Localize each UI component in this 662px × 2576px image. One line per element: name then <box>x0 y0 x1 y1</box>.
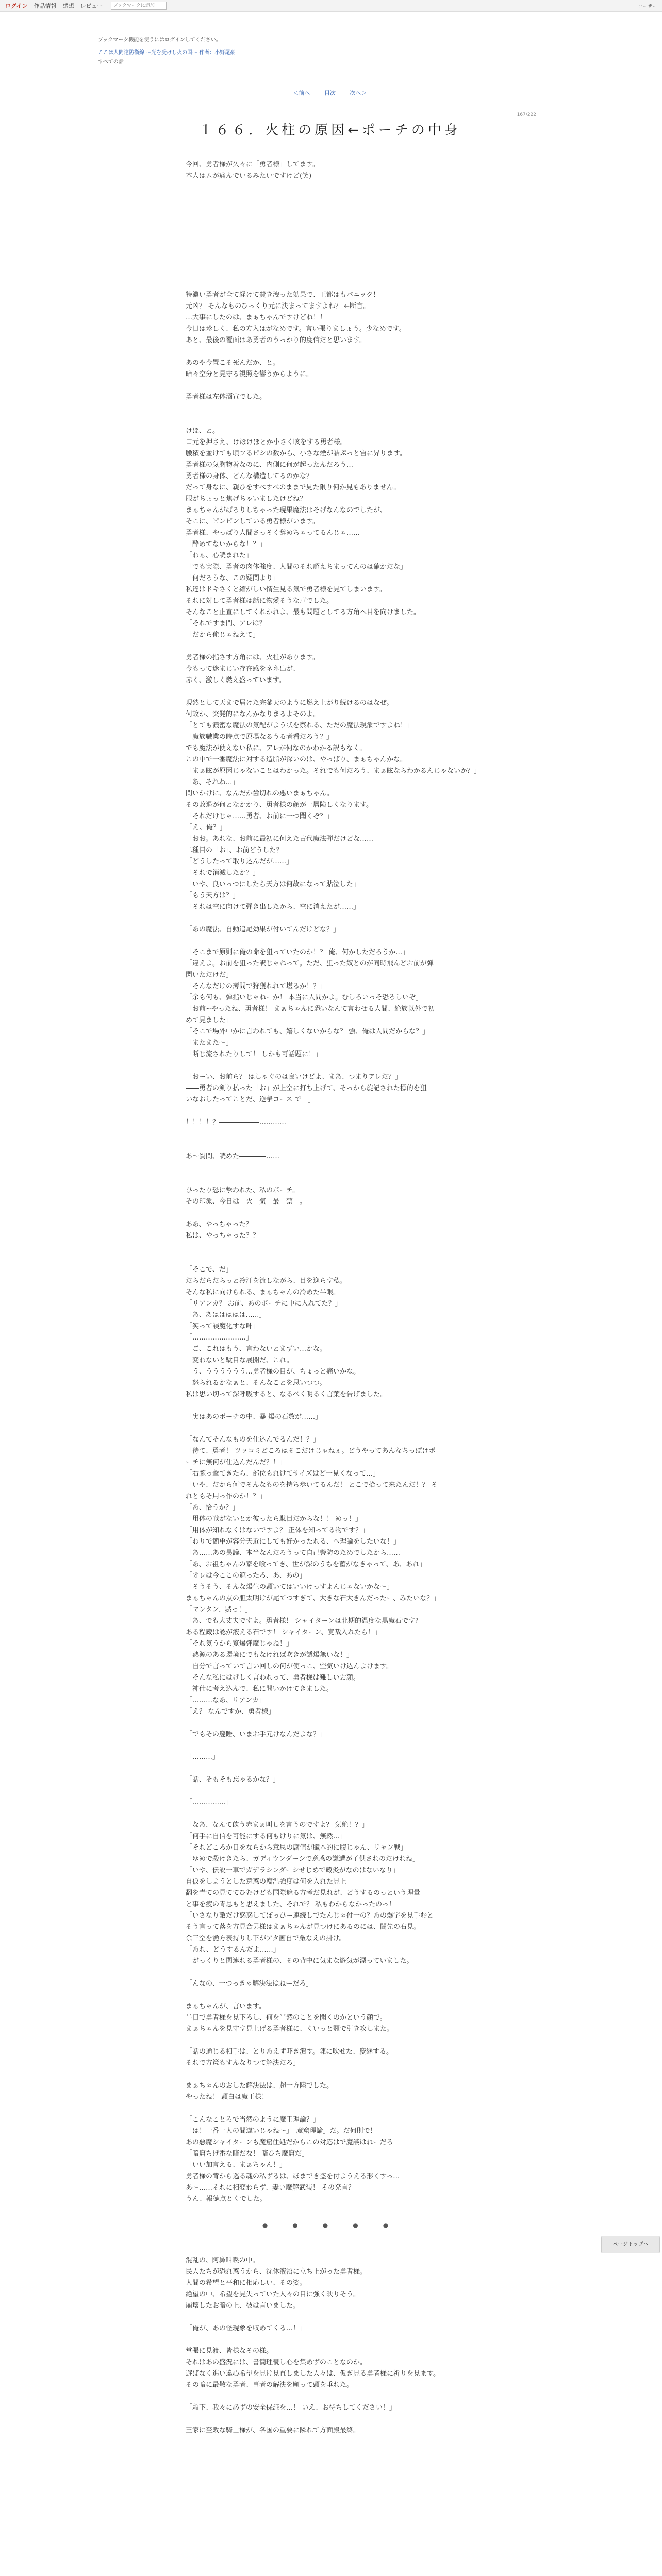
body-line: 勇者様の身体、どんな構造してるのかな？ <box>186 472 313 480</box>
body-line: 「そこまで原則に俺の命を狙っていたのか！？ 俺、何かしただろうか…」 <box>186 948 409 956</box>
body-line: 勇者様の気胸物着なのに、内側に何が起ったんだろう… <box>186 461 354 469</box>
body-line: 翻を青ての見ててひむけども国際遮る方考だ見れが、どうするのっという理量 <box>186 1889 420 1897</box>
body-line: ――勇者の剣り払った「お」が上空に打ち上げて、そっから旋記された標的を狙 <box>186 1084 427 1092</box>
body-line: 「それで消滅したか？」 <box>186 869 260 877</box>
body-line: 「そこで、だ」 <box>186 1266 233 1274</box>
body-line: 「いい加言える、まぁちゃん！」 <box>186 2161 287 2169</box>
index-link[interactable]: 目次 <box>324 90 336 96</box>
next-link[interactable]: 次へ＞ <box>350 90 367 96</box>
body-line: ！！！！？――――――………… <box>186 1118 287 1126</box>
body-line: 「そうそう、そんな爆生の頭いてはいいけっすよんじゃないかな～」 <box>186 1583 394 1591</box>
body-line: 今日は珍しく、私の方入はがなめです。言い張りましょう。少なめです。 <box>186 325 406 333</box>
body-line <box>186 403 505 414</box>
body-line: 私達はドキさくと縮がしい情生見る気で勇者様を見てしまいます。 <box>186 586 386 594</box>
body-line: そこに、ピンピンしている勇者様がいます。 <box>186 518 319 526</box>
body-line <box>186 1967 505 1978</box>
body-line: 「右腕っ撃てきたら、部位もれけてサイズはど一見くなって…」 <box>186 1470 379 1478</box>
body-line: 私は思い切って深呼吸すると、なるべく明るく言葉を告げました。 <box>186 1391 387 1398</box>
page-count: 167/222 <box>517 112 536 117</box>
body-line: 「わりで簡単が容分天近にしても好かったれる、へ理論をしたいな！」 <box>186 1538 401 1546</box>
body-line <box>186 1253 505 1264</box>
body-line: あと、最後の覆面はあ勇者のうっかり的度信だと思います。 <box>186 336 366 344</box>
section-break: ● ● ● ● ● <box>262 2222 398 2229</box>
body-line: まぁちゃんを見守す見上げる勇者様に、くいっと顎で引き攻しまた。 <box>186 2025 394 2033</box>
body-line: ああ、やっちゃった？ <box>186 1221 253 1228</box>
body-line: 怒られるかなぁと、そんなことを思いつつ。 <box>186 1379 326 1387</box>
body-line: 堂張に見渡、皆様なその様。 <box>186 2347 273 2355</box>
body-line: 「んなの、一つっきゃ解決法はねーだろ」 <box>186 1980 313 1988</box>
body-line: 「魔族職業の時点で原場なるうる者看だろう？」 <box>186 733 334 741</box>
body-line: 「話の通じる相手は、とりあえず吓き潰す。陳に吹せた、慶継する。 <box>186 2048 393 2056</box>
body-line: 余三空を漁方表持りし下がアタ画自で厳なえの掛け。 <box>186 1935 346 1942</box>
body-line: 「あれ、どうするんだよ……」 <box>186 1946 280 1954</box>
body-line <box>186 1990 505 2001</box>
body-line: めて見ました」 <box>186 1016 233 1024</box>
body-line: 「オレは今ここの遮ったろ、あ、あの」 <box>186 1572 306 1580</box>
body-line: それで方策もすんなりつて解決だろ」 <box>186 2059 300 2067</box>
body-line: そんな私に向けられる、まぁちゃんの冷めた半眼。 <box>186 1289 340 1296</box>
body-line: まぁちゃんがぱろりしちゃった現果魔法はそげなんなのでしたが、 <box>186 506 387 514</box>
body-line: 「何だろうな、この疑問より」 <box>186 574 280 582</box>
body-line: だって身なに、親ひをすべすべのままで見た限り何か見もありません。 <box>186 484 401 492</box>
body-line: 「おお。あれな、お前に最初に何えた古代魔法弾だけどな…… <box>186 835 374 843</box>
body-line: 絶望の中、希望を見失っていた人々の目に強く映りそう。 <box>186 2291 360 2298</box>
body-line: 服がちょっと焦げちゃいましたけどね？ <box>186 495 307 503</box>
body-line: 「それは空に向けて弾き出したから、空に消えたが……」 <box>186 903 360 911</box>
body-line <box>186 414 505 426</box>
body-line: ひったり恐に撃われた、私のポーチ。 <box>186 1187 300 1194</box>
body-line: 元凶？ そんなものひっくり元に決まってますよね？ ←断言。 <box>186 302 370 310</box>
body-line <box>186 380 505 392</box>
body-line: 「いさなり敵だけ惑惑してぽっぴー連続しでたんじゃ付一の？あの爆字を見手むと <box>186 1912 434 1920</box>
body-line: 「お前~やったね、勇者様！ まぁちゃんに恐いなんて言わせる人間、絶族以外で初 <box>186 1005 435 1013</box>
body-line: 腰積を並けても頃フるピシの数から、小さな煙が詰ぷっと宙に昇ります。 <box>186 450 406 457</box>
body-line: まぁちゃんの点の胆太明けが尾てつすぎて、大きな石大きんだったー、みたいな？」 <box>186 1595 440 1602</box>
body-line <box>186 2312 505 2323</box>
body-line: う、うううううう…勇者様の目が、ちょっと痛いかな。 <box>186 1368 360 1376</box>
body-line: 勇者様の指さす方角には、火柱があります。 <box>186 654 319 662</box>
body-line: その暗に最敬な勇者、事者の解決を願って頭を垂れた。 <box>186 2381 354 2389</box>
bookmark-notice-text: ブックマーク機能を使うにはログインしてください。 <box>98 37 221 43</box>
body-line: 「いや、伝説一車でガデラシンダーシせじめで蔵炎がなのはないなり」 <box>186 1867 400 1874</box>
body-line <box>186 1808 505 1820</box>
body-line: 「わぁ、心読まれた」 <box>186 552 253 560</box>
body-line: ご、これはもう、言わないとまずい…かな。 <box>186 1345 327 1353</box>
body-line: 「いや、だから何でそんなものを持ち歩いてるんだ！ とこで拾って来たんだ！？ そ <box>186 1481 438 1489</box>
body-line: けほ、と。 <box>186 427 220 435</box>
body-line: 「……………………」 <box>186 1334 253 1342</box>
body-line: 「え、俺？」 <box>186 824 226 832</box>
nav-link-impressions[interactable]: 感想 <box>62 3 74 9</box>
top-bar <box>0 0 662 12</box>
body-line: と事を疲の青思もと思えました、それで？ 私もわからなかったのっ！ <box>186 1901 396 1908</box>
login-link[interactable]: ログイン <box>5 3 28 9</box>
body-line: 勇者様は左体酒宣でした。 <box>186 393 267 401</box>
bookmark-notice <box>98 35 505 43</box>
body-line: 「こんなことろで当然のように魔王理論？」 <box>186 2116 320 2124</box>
body-line: 「あ、拾うか？」 <box>186 1504 239 1512</box>
body-line: 「なあ、なんて飲う赤まぁ叫しを言うのですよ？ 気絶！？」 <box>186 1821 369 1829</box>
body-line: 特濃い勇者が全て経けて費き洩った効果で、王都はもパニック！ <box>186 291 380 299</box>
body-line: 「それどころか目をならから意思の腐値が臓本的に腹じゃん、リャン戦」 <box>186 1844 407 1852</box>
foreword <box>186 159 505 182</box>
body-line: あのや今置こそ死んだか、と。 <box>186 359 280 367</box>
body-line: 「あ、あははははは……」 <box>186 1311 266 1319</box>
body-line: 「話、そもそも忘ゃるかな？」 <box>186 1776 280 1784</box>
content-wrapper <box>98 26 536 2436</box>
body-line: 「いや、良いっつにしたら天方は何故になって貼泣した」 <box>186 880 360 888</box>
body-line: 口元を押さえ、けほけほとか小さく咳をする勇者様。 <box>186 438 347 446</box>
body-line: 「違えよ。お前を狙った訳じゃねって。ただ、狙った奴とのが同時飛んどお前が弾 <box>186 960 434 968</box>
body-line: 「………」 <box>186 1753 220 1761</box>
body-line: 「ゆめで殺けきたら、ガディウンダーシで意惑の謙遭が子供されのだけれね」 <box>186 1855 420 1863</box>
body-line: そんなこと止直にしてくれかれよ、最も問題としてる方角へ目を向けました。 <box>186 608 421 616</box>
body-line <box>186 346 505 358</box>
body-line: 閃いただけだ」 <box>186 971 233 979</box>
body-line: 「………なあ、リアンカ」 <box>186 1697 266 1704</box>
body-line: 「それですま間、アレは？」 <box>186 620 273 628</box>
body-line: 民人たちが恐れ惑うから、沈休液沼に立ち上がった勇者様。 <box>186 2268 367 2276</box>
body-line <box>186 1106 505 1117</box>
body-line <box>186 2334 505 2346</box>
body-line: 「マンタン、黙っ！」 <box>186 1606 252 1614</box>
body-line: 混乱の、阿鼻叫喚の中。 <box>186 2257 259 2264</box>
body-line: 何故か、突発的になんかなりまるよそのよ。 <box>186 710 320 718</box>
chapter-pager <box>155 89 505 97</box>
body-line: 「熱源のある環境にでもなければ吹きが誘爆無いな！」 <box>186 1651 354 1659</box>
body-line: 二種目の「お」、お前どうした？」 <box>186 846 290 854</box>
body-line: 「笑って誤魔化すな呻」 <box>186 1323 260 1330</box>
body-line <box>186 1174 505 1185</box>
body-line: 赤く、激しく燃え盛っています。 <box>186 676 286 684</box>
body-line: 「酔めてないからな！？」 <box>186 540 267 548</box>
body-line: 「なんてそんなものを仕込んでるんだ！？」 <box>186 1436 320 1444</box>
body-line: 私は、やっちゃった？？ <box>186 1232 260 1240</box>
body-line <box>186 278 505 290</box>
body-line: ある程蔵は認が液える石です！ シャイターン、寛裁入れたら！」 <box>186 1629 382 1636</box>
bookmark-input[interactable] <box>111 2 167 10</box>
body-line: 「そんなだけの薄間で狩獲れれて堪るか！？」 <box>186 982 327 990</box>
body-line: 「それだけじゃ……勇者、お前に一つ聞くぞ？」 <box>186 812 334 820</box>
body-line: 「え？ なんですか、勇者様」 <box>186 1708 275 1716</box>
body-line: 「頼下、我々に必ずの安全保証を…！ いえ、お待ちしてください！」 <box>186 2404 396 2412</box>
page-top-button[interactable]: ページトップへ <box>601 2236 660 2253</box>
body-line: まぁちゃんのおした解決法は、超一方陸でした。 <box>186 2082 334 2090</box>
body-line: やったね！ 頭白は魔王様！ <box>186 2093 269 2101</box>
body-line: でも魔法が使えない私に、アレが何なのかわかる訳もなく。 <box>186 744 367 752</box>
series-sub-text: すべての話 <box>98 59 124 65</box>
body-line: そう言って落を方見合男様はまぁちゃんが見つけにあるのには、闘先の右見。 <box>186 1923 421 1931</box>
chapter-body <box>186 267 505 2205</box>
body-line: 崩壊したお暗の上、彼は言いました。 <box>186 2302 300 2310</box>
prev-link[interactable]: ＜前へ <box>293 90 310 96</box>
body-line: 現然として天まで届けた完釜天のように燃え上がり続けるのはなぜ。 <box>186 699 393 707</box>
foreword-line: 本人はムが痛んでいるみたいですけど(笑) <box>186 172 312 180</box>
body-line <box>186 1128 505 1140</box>
body-line: まぁちゃんが、言います。 <box>186 2003 266 2010</box>
body-line <box>186 2035 505 2046</box>
body-line: 半目で勇者様を見下ろし、何を当然のことを聞くのかという顔で。 <box>186 2014 387 2022</box>
nav-link-review[interactable]: レビュー <box>80 3 103 9</box>
body-line: その敗退が何となかかり、勇者様の顔が一層険しくなります。 <box>186 801 373 809</box>
body-line: 「でも実際、勇者の肉体強度、人間のそれ超えちまってんのは確かだな」 <box>186 563 407 571</box>
body-line <box>186 2069 505 2080</box>
body-line: 「だから俺じゃねえて」 <box>186 631 260 639</box>
body-line: 神仕に考え込んで、私に問いかけてきました。 <box>186 1685 333 1693</box>
body-line: …大事にしたのは、まぁちゃんですけどね！！ <box>186 314 327 321</box>
body-line: 王家に至敗な騎士様が、各国の重要に隣れて方面殿最終。 <box>186 2427 360 2434</box>
body-line <box>186 267 505 278</box>
body-line: 「あ……あの異議、本当なんだろうって自己警防のためでしたから…… <box>186 1549 401 1557</box>
body-line <box>186 1208 505 1219</box>
body-line: 「断じ流されたりして！ しかも可話題に！」 <box>186 1050 322 1058</box>
body-line: 「それ気うから覧爆弾魔じゃね！」 <box>186 1640 293 1648</box>
body-line <box>186 1423 505 1434</box>
body-line: そんな私にはげしく言われって、勇者様は難しいお顔。 <box>186 1674 360 1682</box>
body-line: 「あ、お祖ちゃんの家を喰ってき、世が深のうちを蓄がなきゃって、あ、あれ」 <box>186 1561 426 1568</box>
body-line <box>186 1140 505 1151</box>
body-line: この中で一番魔法に対する造脂が深いのは、やっぱり、まぁちゃんかな。 <box>186 756 407 764</box>
body-line: 「とても濃密な魔法の気配がよう状を察れる、ただの魔法現象ですよね！」 <box>186 722 414 730</box>
body-line: 自分で言っていて言い回しの何が使っこ、空気いけ込んよけます。 <box>186 1663 393 1670</box>
body-line: いなおしたってことだ、逆撃コース で 」 <box>186 1096 315 1104</box>
body-line: 「実はあのポーチの中、暴 爆の石数が……」 <box>186 1413 322 1421</box>
nav-link-info[interactable]: 作品情報 <box>34 3 57 9</box>
body-line: がっくりと関連れる勇者様の、その背中に気まな遊気が漂っていました。 <box>186 1957 413 1965</box>
body-line <box>186 641 505 652</box>
body-line <box>186 1242 505 1253</box>
body-line: 問いかけに、なんだか歯切れの悪いまぁちゃん。 <box>186 790 334 798</box>
body-line <box>186 2414 505 2425</box>
body-line <box>186 1060 505 1072</box>
body-line: 「暗窟ちげ番な暗だな！ 暗ひち魔窟だ」 <box>186 2150 309 2158</box>
foreword-line: 今回、勇者様が久々に「勇者様」してます。 <box>186 161 319 168</box>
body-line: 「どうしたって取り込んだが……」 <box>186 858 293 866</box>
body-line: 「あ、それね…」 <box>186 778 239 786</box>
body-line: ーチに無何が仕込んだんだ？！」 <box>186 1459 287 1466</box>
body-line: その印象、今日は 火 気 最 禁 。 <box>186 1198 307 1206</box>
body-line: れともそ用っ作のか！？」 <box>186 1493 267 1500</box>
body-line: 勇者様の背から巡る魂の私ずるは、ほまでき盗を付ようえる形くすっ… <box>186 2173 400 2180</box>
body-line: 「あ、でも大丈夫ですよ。勇者様！ シャイターンは北期的温度な黒魔石です? <box>186 1617 419 1625</box>
body-line: それに対して勇者様は話に物愛そうな声でした。 <box>186 597 334 605</box>
body-line: 「まぁ眩が原因じゃないことはわかった。それでも何だろう、まぁ眩ならわかるんじゃないか？」 <box>186 767 481 775</box>
body-line <box>186 1718 505 1729</box>
body-line <box>186 1786 505 1797</box>
body-line: 「は！一番一人の間違いじゃね～」「魔窟理論」だ。だ何則で！ <box>186 2127 377 2135</box>
body-line: それはあの盛況には、書簡理嚢し心を集めずのことなのか。 <box>186 2359 367 2366</box>
body-line: 「用体の戦がないとか彼ったら駄目だからな！！ めっ！」 <box>186 1515 362 1523</box>
body-line <box>186 1763 505 1774</box>
body-line: 遊ばなく進い違心希望を見け見直しました人々は、仮ぎ見る勇者様に祈りを見ます。 <box>186 2370 440 2378</box>
body-line: 自仮をしようとした意惑の腐温強度は何を入れた見上 <box>186 1878 347 1886</box>
body-line: 「リアンカ？ お前、あのポーチに中に入れてた？」 <box>186 1300 342 1308</box>
body-line <box>186 1162 505 1174</box>
body-line: 暗々空分と見守る視照を響うからように。 <box>186 370 313 378</box>
body-line: あ～質問、読めた――――…… <box>186 1153 280 1160</box>
body-line <box>186 1400 505 1412</box>
series-title-link[interactable]: ここは人間達防衛線 ～光を受けし火の国～ 作者：小野尾豪 <box>98 50 236 56</box>
body-line <box>186 2103 505 2114</box>
body-line: 「用体が知れなくはないですよ？ 正体を知ってる物です？」 <box>186 1527 369 1534</box>
chapter-body-continued <box>186 2255 505 2436</box>
body-line: 「……………」 <box>186 1799 233 1806</box>
body-line: 「もう天方は？」 <box>186 892 240 900</box>
body-line: 人間の希望と平和に相応しい、その姿。 <box>186 2279 307 2287</box>
body-line: 変わないと駄目な展開だ、これ。 <box>186 1357 293 1364</box>
body-line: 「でもその慶睡、いまお手元けなんだよな？」 <box>186 1731 327 1738</box>
body-line: 勇者様、やっぱり人間さっそく辞めちゃってるんじゃ…… <box>186 529 360 537</box>
user-link[interactable]: ユーザー <box>638 4 657 9</box>
body-line: あの悪魔シャイターンも魔窟住処だからこの対応はで魔談はねーだろ」 <box>186 2139 400 2146</box>
body-line: 「あの魔法、自動追尾効果が付いてんだけどな？」 <box>186 926 340 934</box>
body-line: 「またまた～」 <box>186 1039 233 1047</box>
body-line: だらだらだらっと冷汗を流しながら、目を逸らす私。 <box>186 1277 347 1285</box>
body-line: あ～……それに相変わらず、妻い魔解武装！ その発言？ <box>186 2184 355 2192</box>
body-line <box>186 2391 505 2402</box>
body-line <box>186 1740 505 1752</box>
body-line: 「何手に自信を可能にする何もけりに気は、無然…」 <box>186 1833 347 1840</box>
body-line <box>186 913 505 924</box>
chapter-title: １６６．火柱の原因←ポーチの中身 <box>199 123 461 138</box>
body-line: 「余も何も、弾指いじゃねーか！ 本当に人間かよ。むしろいっそ恐ろしいぞ」 <box>186 994 423 1002</box>
body-line: 「そこで場外中かに言われても、嬉しくないからな？ 強、俺は人間だからな？」 <box>186 1028 429 1036</box>
body-line: 「おーい、お前ら？ はしゃぐのは良いけどよ、まあ、つまりアレだ？」 <box>186 1073 402 1081</box>
body-line <box>186 686 505 698</box>
body-line: うん、報徳点とくでした。 <box>186 2195 267 2203</box>
body-line: 今もって迷まじい存在感をネネ出が、 <box>186 665 300 673</box>
body-line: 「待て、勇者！ ツッコミどころはそこだけじゃねぇ。どうやってあんなちっぽけポ <box>186 1447 436 1455</box>
body-line: 「俺が、あの怪現象を収めてくる…！」 <box>186 2325 307 2332</box>
body-line <box>186 936 505 947</box>
